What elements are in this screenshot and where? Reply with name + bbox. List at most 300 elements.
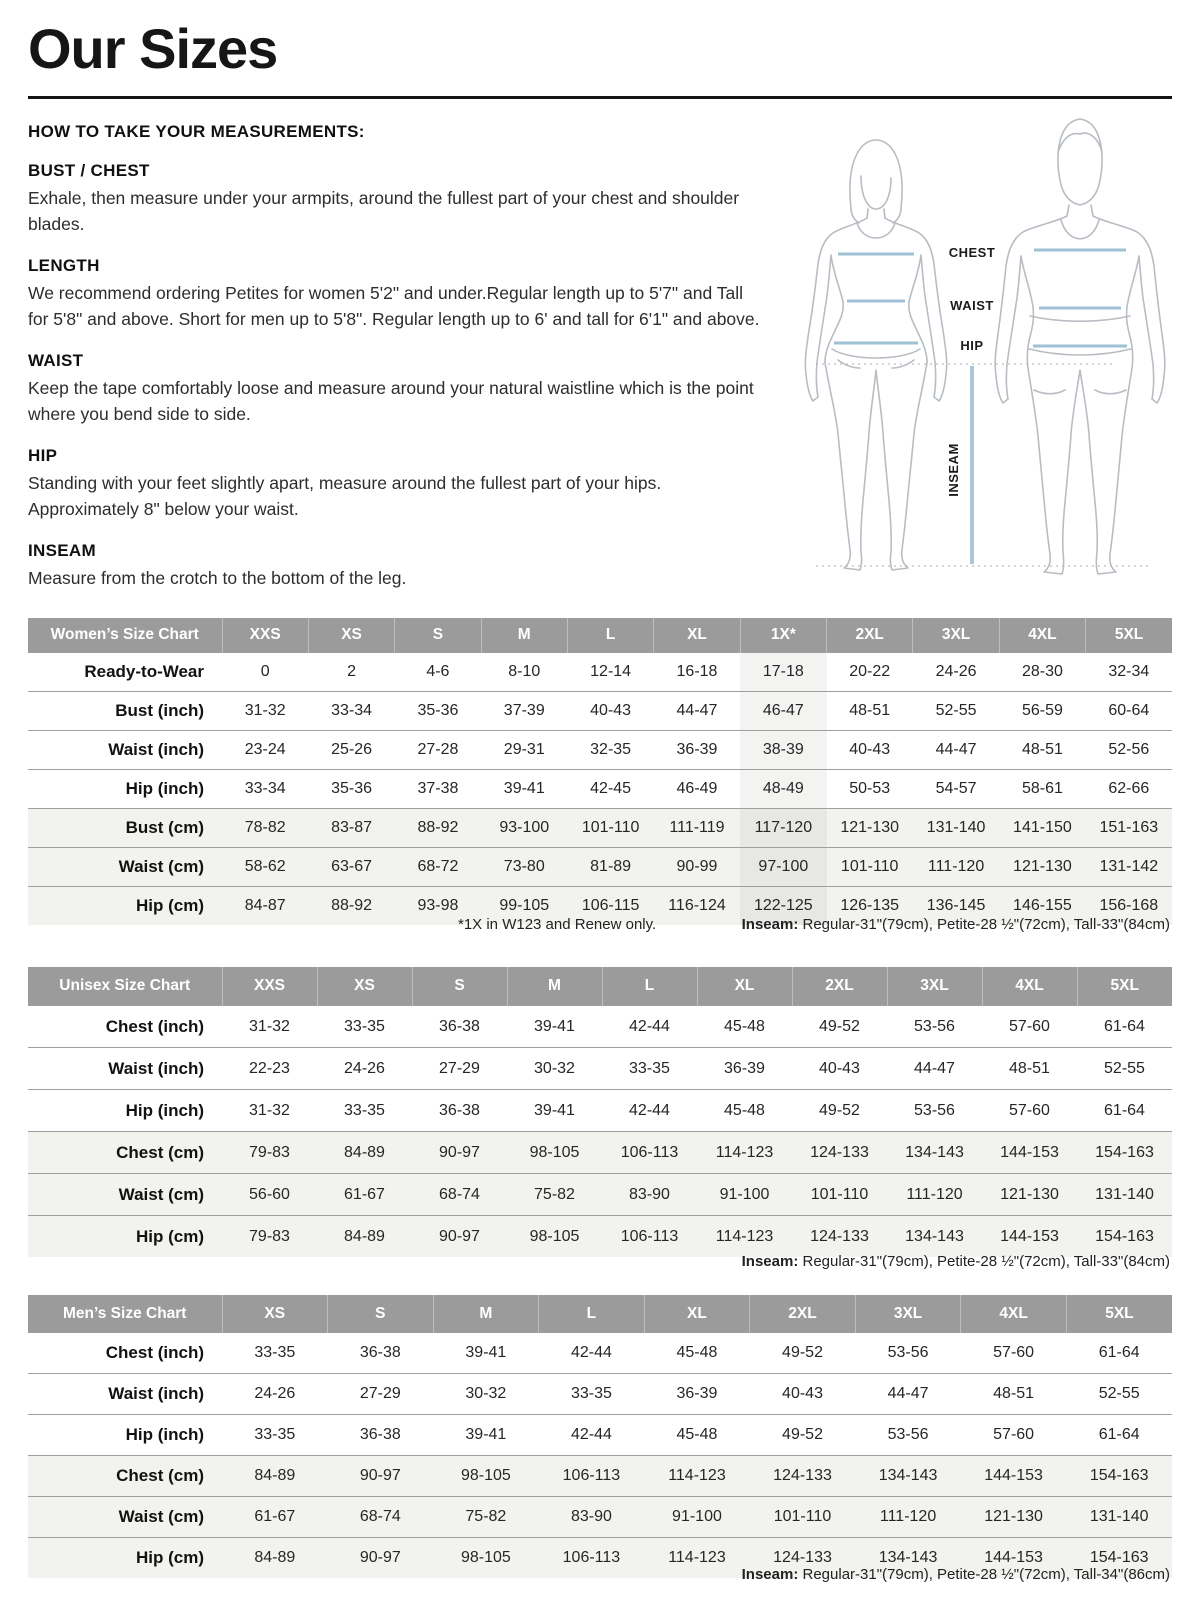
size-column-header: XL [644,1295,750,1333]
inseam-footnote-text: Regular-31"(79cm), Petite-28 ½"(72cm), Tall-33"(84cm) [798,1253,1170,1270]
size-value-cell: 32-34 [1086,653,1172,692]
size-value-cell: 40-43 [792,1048,887,1090]
size-value-cell: 33-34 [222,770,308,809]
size-value-cell: 57-60 [982,1006,1077,1048]
size-value-cell: 124-133 [750,1456,856,1497]
size-value-cell: 84-89 [317,1216,412,1258]
size-value-cell: 124-133 [750,1538,856,1579]
size-value-cell: 58-61 [999,770,1085,809]
size-value-cell: 144-153 [961,1538,1067,1579]
page-title: Our Sizes [28,17,278,80]
size-value-cell: 78-82 [222,809,308,848]
row-label: Waist (cm) [28,1497,222,1538]
row-label: Waist (inch) [28,731,222,770]
size-value-cell: 101-110 [750,1497,856,1538]
size-value-cell: 16-18 [654,653,740,692]
measurement-instructions [28,122,768,591]
size-value-cell: 114-123 [697,1216,792,1258]
size-value-cell: 40-43 [750,1374,856,1415]
size-value-cell: 99-105 [481,887,567,926]
size-column-header: M [433,1295,539,1333]
size-value-cell: 121-130 [999,848,1085,887]
size-value-cell: 48-51 [961,1374,1067,1415]
size-value-cell: 106-113 [539,1538,645,1579]
size-column-header: 4XL [999,618,1085,653]
size-value-cell: 61-64 [1066,1415,1172,1456]
size-column-header: XL [654,618,740,653]
size-value-cell: 98-105 [507,1132,602,1174]
size-value-cell: 101-110 [827,848,913,887]
size-column-header: XXS [222,618,308,653]
size-value-cell: 39-41 [481,770,567,809]
size-value-cell: 33-35 [222,1415,328,1456]
size-value-cell: 52-55 [1077,1048,1172,1090]
size-column-header: 4XL [961,1295,1067,1333]
size-value-cell: 27-29 [412,1048,507,1090]
footnote-1x-note: *1X in W123 and Renew only. [458,916,657,933]
row-label: Chest (inch) [28,1006,222,1048]
size-value-cell: 28-30 [999,653,1085,692]
size-value-cell: 4-6 [395,653,481,692]
section-heading: INSEAM [28,541,96,560]
size-value-cell: 114-123 [644,1538,750,1579]
size-value-cell: 154-163 [1077,1216,1172,1258]
hip-label: HIP [960,338,984,353]
size-value-cell: 84-89 [222,1456,328,1497]
size-value-cell: 53-56 [887,1090,982,1132]
row-label: Bust (cm) [28,809,222,848]
table-title: Unisex Size Chart [28,967,222,1006]
table-header-row [28,967,1172,1006]
size-column-header: 3XL [855,1295,961,1333]
size-value-cell: 36-38 [328,1333,434,1374]
inseam-footnote-label: Inseam: [741,1253,799,1270]
footnote-inseam-men [742,1566,1170,1583]
size-value-cell: 46-47 [740,692,826,731]
size-value-cell: 44-47 [913,731,999,770]
size-value-cell: 98-105 [433,1538,539,1579]
footnote-inseam-unisex [742,1253,1170,1270]
size-value-cell: 134-143 [855,1456,961,1497]
size-column-header: 2XL [827,618,913,653]
row-label: Hip (inch) [28,770,222,809]
size-value-cell: 42-44 [539,1415,645,1456]
mens-size-chart-table [28,1295,1172,1578]
size-value-cell: 83-90 [539,1497,645,1538]
size-value-cell: 124-133 [792,1216,887,1258]
row-label: Waist (inch) [28,1374,222,1415]
size-column-header: 5XL [1066,1295,1172,1333]
size-value-cell: 53-56 [855,1415,961,1456]
size-value-cell: 146-155 [999,887,1085,926]
size-value-cell: 52-55 [1066,1374,1172,1415]
size-value-cell: 79-83 [222,1132,317,1174]
size-value-cell: 33-35 [602,1048,697,1090]
size-column-header: L [567,618,653,653]
size-value-cell: 61-67 [222,1497,328,1538]
size-value-cell: 24-26 [913,653,999,692]
row-label: Hip (cm) [28,1216,222,1258]
size-value-cell: 40-43 [567,692,653,731]
size-value-cell: 53-56 [855,1333,961,1374]
size-value-cell: 24-26 [222,1374,328,1415]
row-label: Waist (cm) [28,1174,222,1216]
section-body: Measure from the crotch to the bottom of the leg. [28,568,407,588]
table-row [28,1048,1172,1090]
size-value-cell: 111-120 [855,1497,961,1538]
size-value-cell: 48-49 [740,770,826,809]
size-value-cell: 53-56 [887,1006,982,1048]
size-value-cell: 91-100 [644,1497,750,1538]
size-value-cell: 93-98 [395,887,481,926]
size-value-cell: 57-60 [982,1090,1077,1132]
size-value-cell: 154-163 [1066,1538,1172,1579]
inseam-label: INSEAM [946,443,961,497]
size-value-cell: 31-32 [222,1006,317,1048]
size-value-cell: 48-51 [999,731,1085,770]
size-value-cell: 73-80 [481,848,567,887]
size-value-cell: 42-44 [539,1333,645,1374]
inseam-footnote-text: Regular-31"(79cm), Petite-28 ½"(72cm), Tall-33"(84cm) [798,916,1170,933]
size-value-cell: 117-120 [740,809,826,848]
female-figure-outline [805,140,946,570]
size-value-cell: 56-60 [222,1174,317,1216]
row-label: Chest (inch) [28,1333,222,1374]
title-divider [28,96,1172,99]
table-row [28,1174,1172,1216]
section-body: Exhale, then measure under your armpits, around the fullest part of your chest and shoulder blades. [28,188,740,234]
table-title: Women’s Size Chart [28,618,222,653]
size-value-cell: 31-32 [222,692,308,731]
size-value-cell: 122-125 [740,887,826,926]
table-row [28,809,1172,848]
size-value-cell: 37-38 [395,770,481,809]
size-value-cell: 62-66 [1086,770,1172,809]
table-row [28,1415,1172,1456]
size-value-cell: 60-64 [1086,692,1172,731]
size-column-header: 5XL [1077,967,1172,1006]
size-column-header: S [328,1295,434,1333]
size-value-cell: 39-41 [507,1006,602,1048]
size-value-cell: 61-64 [1077,1006,1172,1048]
size-value-cell: 33-35 [317,1090,412,1132]
size-value-cell: 90-97 [328,1456,434,1497]
size-value-cell: 144-153 [961,1456,1067,1497]
size-value-cell: 114-123 [697,1132,792,1174]
size-value-cell: 134-143 [855,1538,961,1579]
size-column-header: 1X* [740,618,826,653]
size-value-cell: 20-22 [827,653,913,692]
size-value-cell: 90-97 [412,1216,507,1258]
section-body: Standing with your feet slightly apart, measure around the fullest part of your hips. Approximately 8" below your waist. [28,473,662,519]
size-value-cell: 124-133 [792,1132,887,1174]
size-value-cell: 42-44 [602,1006,697,1048]
size-value-cell: 121-130 [961,1497,1067,1538]
table-row [28,1006,1172,1048]
size-value-cell: 111-120 [887,1174,982,1216]
size-value-cell: 12-14 [567,653,653,692]
section-heading: BUST / CHEST [28,161,150,180]
size-value-cell: 111-120 [913,848,999,887]
table-row [28,1132,1172,1174]
size-value-cell: 106-113 [539,1456,645,1497]
table-row [28,1333,1172,1374]
table-title: Men’s Size Chart [28,1295,222,1333]
size-value-cell: 131-140 [913,809,999,848]
size-value-cell: 61-67 [317,1174,412,1216]
size-value-cell: 32-35 [567,731,653,770]
size-value-cell: 49-52 [750,1333,856,1374]
size-value-cell: 131-140 [1077,1174,1172,1216]
size-value-cell: 98-105 [433,1456,539,1497]
size-value-cell: 106-113 [602,1132,697,1174]
table-header-row [28,618,1172,653]
measurement-diagram [772,102,1175,597]
size-value-cell: 45-48 [644,1415,750,1456]
size-column-header: 2XL [750,1295,856,1333]
size-column-header: 2XL [792,967,887,1006]
size-value-cell: 54-57 [913,770,999,809]
size-value-cell: 27-29 [328,1374,434,1415]
size-value-cell: 36-38 [328,1415,434,1456]
size-value-cell: 68-74 [412,1174,507,1216]
size-value-cell: 8-10 [481,653,567,692]
size-value-cell: 156-168 [1086,887,1172,926]
section-waist [28,351,768,427]
size-value-cell: 36-38 [412,1090,507,1132]
table-row [28,1456,1172,1497]
size-value-cell: 52-56 [1086,731,1172,770]
section-inseam [28,541,768,591]
size-value-cell: 2 [308,653,394,692]
size-column-header: XS [308,618,394,653]
mens-table-footnotes [28,1566,1172,1588]
size-column-header: XS [317,967,412,1006]
row-label: Waist (cm) [28,848,222,887]
size-value-cell: 83-87 [308,809,394,848]
instructions-heading: HOW TO TAKE YOUR MEASUREMENTS: [28,122,365,141]
size-value-cell: 27-28 [395,731,481,770]
size-value-cell: 88-92 [308,887,394,926]
size-value-cell: 90-97 [328,1538,434,1579]
size-value-cell: 84-87 [222,887,308,926]
section-bust-chest [28,161,768,237]
size-value-cell: 48-51 [982,1048,1077,1090]
size-column-header: L [602,967,697,1006]
size-value-cell: 49-52 [750,1415,856,1456]
size-column-header: 4XL [982,967,1077,1006]
size-value-cell: 88-92 [395,809,481,848]
size-value-cell: 91-100 [697,1174,792,1216]
row-label: Chest (cm) [28,1132,222,1174]
row-label: Bust (inch) [28,692,222,731]
size-value-cell: 35-36 [395,692,481,731]
size-value-cell: 83-90 [602,1174,697,1216]
size-value-cell: 30-32 [433,1374,539,1415]
size-value-cell: 45-48 [697,1090,792,1132]
size-value-cell: 90-97 [412,1132,507,1174]
table-row [28,1216,1172,1258]
row-label: Hip (cm) [28,887,222,926]
size-value-cell: 144-153 [982,1216,1077,1258]
size-value-cell: 98-105 [507,1216,602,1258]
size-value-cell: 151-163 [1086,809,1172,848]
size-value-cell: 39-41 [433,1415,539,1456]
table-header-row [28,1295,1172,1333]
size-value-cell: 46-49 [654,770,740,809]
size-value-cell: 126-135 [827,887,913,926]
size-value-cell: 30-32 [507,1048,602,1090]
size-value-cell: 79-83 [222,1216,317,1258]
size-value-cell: 39-41 [433,1333,539,1374]
size-value-cell: 42-45 [567,770,653,809]
size-value-cell: 44-47 [654,692,740,731]
table-row [28,1090,1172,1132]
size-value-cell: 44-47 [855,1374,961,1415]
size-value-cell: 31-32 [222,1090,317,1132]
size-value-cell: 36-39 [644,1374,750,1415]
size-value-cell: 44-47 [887,1048,982,1090]
size-value-cell: 49-52 [792,1006,887,1048]
unisex-size-chart-table [28,967,1172,1257]
size-value-cell: 37-39 [481,692,567,731]
size-value-cell: 131-142 [1086,848,1172,887]
footnote-inseam-women [742,916,1170,933]
size-value-cell: 33-35 [222,1333,328,1374]
size-value-cell: 121-130 [982,1174,1077,1216]
womens-table-footnotes [28,916,1172,938]
size-value-cell: 75-82 [433,1497,539,1538]
size-value-cell: 56-59 [999,692,1085,731]
size-value-cell: 114-123 [644,1456,750,1497]
size-column-header: XXS [222,967,317,1006]
section-length [28,256,768,332]
size-value-cell: 50-53 [827,770,913,809]
size-value-cell: 49-52 [792,1090,887,1132]
size-value-cell: 68-72 [395,848,481,887]
size-value-cell: 58-62 [222,848,308,887]
size-value-cell: 45-48 [697,1006,792,1048]
size-value-cell: 61-64 [1077,1090,1172,1132]
waist-label: WAIST [950,298,994,313]
section-hip [28,446,768,522]
inseam-footnote-label: Inseam: [741,916,799,933]
size-value-cell: 39-41 [507,1090,602,1132]
size-value-cell: 134-143 [887,1132,982,1174]
size-value-cell: 22-23 [222,1048,317,1090]
table-row [28,1497,1172,1538]
row-label: Hip (inch) [28,1090,222,1132]
size-value-cell: 154-163 [1077,1132,1172,1174]
section-heading: WAIST [28,351,84,370]
size-value-cell: 121-130 [827,809,913,848]
inseam-footnote-label: Inseam: [741,1566,799,1583]
size-value-cell: 42-44 [602,1090,697,1132]
size-value-cell: 33-35 [317,1006,412,1048]
size-value-cell: 68-74 [328,1497,434,1538]
size-column-header: M [507,967,602,1006]
row-label: Hip (inch) [28,1415,222,1456]
chest-label: CHEST [948,245,996,260]
size-value-cell: 38-39 [740,731,826,770]
size-value-cell: 36-39 [697,1048,792,1090]
size-value-cell: 131-140 [1066,1497,1172,1538]
section-body: Keep the tape comfortably loose and measure around your natural waistline which is the point where you bend side to side. [28,378,754,424]
table-row [28,692,1172,731]
size-value-cell: 17-18 [740,653,826,692]
table-row [28,848,1172,887]
table-row [28,770,1172,809]
size-column-header: 5XL [1086,618,1172,653]
size-value-cell: 84-89 [317,1132,412,1174]
size-value-cell: 33-34 [308,692,394,731]
table-row [28,731,1172,770]
size-value-cell: 97-100 [740,848,826,887]
table-row [28,1374,1172,1415]
size-value-cell: 0 [222,653,308,692]
size-column-header: S [395,618,481,653]
size-value-cell: 154-163 [1066,1456,1172,1497]
size-value-cell: 36-38 [412,1006,507,1048]
size-value-cell: 63-67 [308,848,394,887]
size-value-cell: 106-115 [567,887,653,926]
size-value-cell: 35-36 [308,770,394,809]
inseam-footnote-text: Regular-31"(79cm), Petite-28 ½"(72cm), Tall-34"(86cm) [798,1566,1170,1583]
size-value-cell: 61-64 [1066,1333,1172,1374]
size-column-header: 3XL [913,618,999,653]
section-heading: HIP [28,446,58,465]
row-label: Ready-to-Wear [28,653,222,692]
size-value-cell: 75-82 [507,1174,602,1216]
size-value-cell: 141-150 [999,809,1085,848]
size-value-cell: 116-124 [654,887,740,926]
size-value-cell: 24-26 [317,1048,412,1090]
size-value-cell: 29-31 [481,731,567,770]
table-row [28,653,1172,692]
size-column-header: XL [697,967,792,1006]
size-value-cell: 25-26 [308,731,394,770]
womens-size-chart-table [28,618,1172,925]
size-value-cell: 81-89 [567,848,653,887]
size-value-cell: 57-60 [961,1333,1067,1374]
size-value-cell: 36-39 [654,731,740,770]
size-value-cell: 93-100 [481,809,567,848]
section-body: We recommend ordering Petites for women 5'2" and under.Regular length up to 5'7" and Tall for 5'8" and above. Short for men up to 5'8". Regular length up to 6' and tall for 6'1" and above. [28,283,760,329]
size-column-header: M [481,618,567,653]
size-column-header: S [412,967,507,1006]
section-heading: LENGTH [28,256,100,275]
size-value-cell: 111-119 [654,809,740,848]
size-value-cell: 90-99 [654,848,740,887]
size-value-cell: 101-110 [792,1174,887,1216]
size-column-header: XS [222,1295,328,1333]
size-value-cell: 144-153 [982,1132,1077,1174]
size-value-cell: 48-51 [827,692,913,731]
size-value-cell: 52-55 [913,692,999,731]
size-value-cell: 57-60 [961,1415,1067,1456]
row-label: Hip (cm) [28,1538,222,1579]
row-label: Waist (inch) [28,1048,222,1090]
size-value-cell: 33-35 [539,1374,645,1415]
size-column-header: 3XL [887,967,982,1006]
size-value-cell: 45-48 [644,1333,750,1374]
size-value-cell: 134-143 [887,1216,982,1258]
size-value-cell: 106-113 [602,1216,697,1258]
row-label: Chest (cm) [28,1456,222,1497]
size-value-cell: 40-43 [827,731,913,770]
size-value-cell: 84-89 [222,1538,328,1579]
size-value-cell: 136-145 [913,887,999,926]
